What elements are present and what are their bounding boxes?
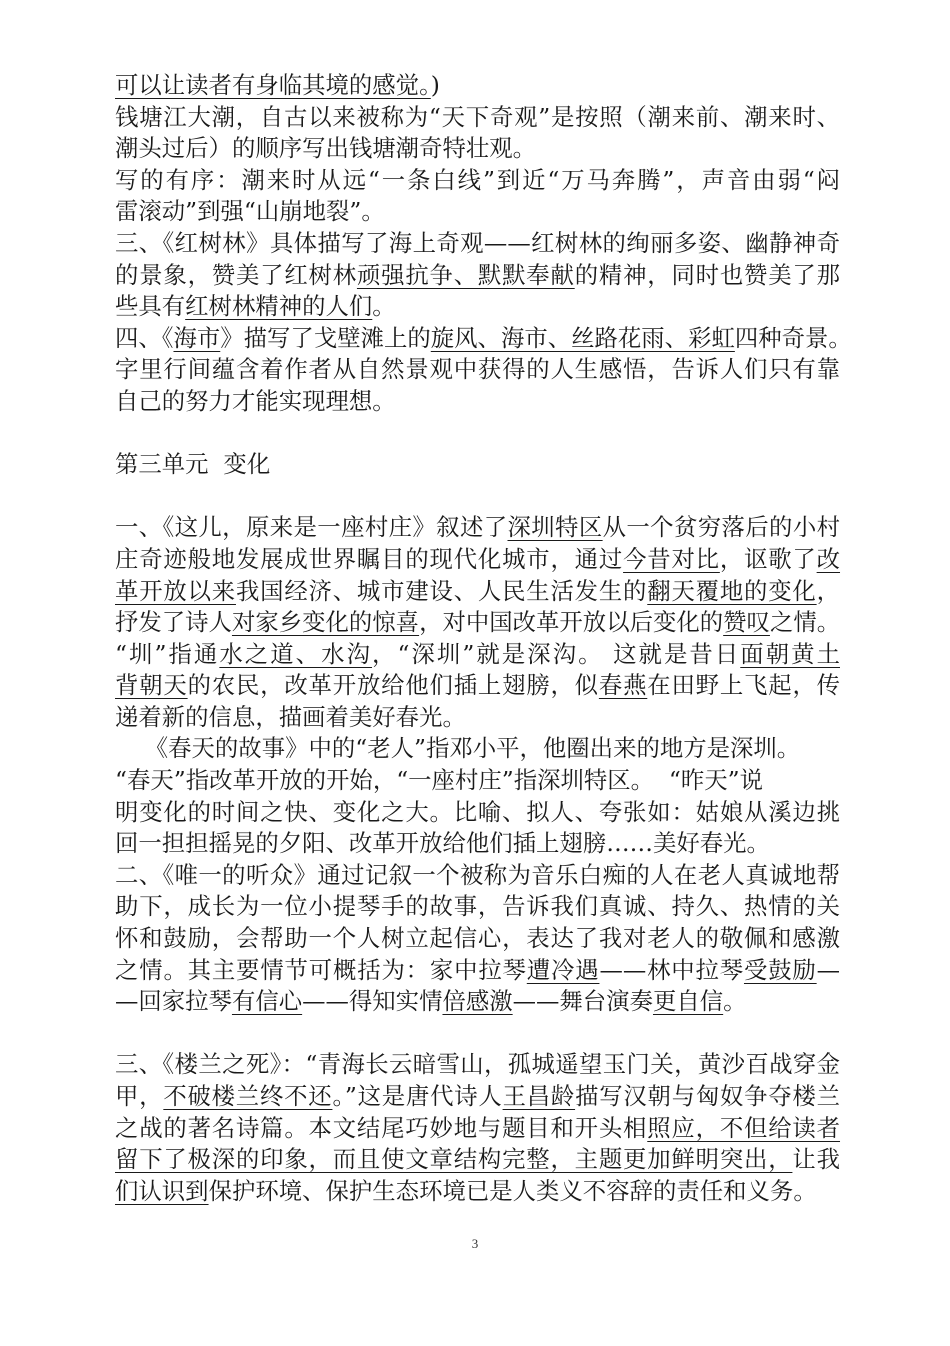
text-fragment: ——舞台演奏 — [512, 987, 653, 1016]
text-line: 钱塘江大潮，自古以来被称为“天下奇观”是按照（潮来前、潮来时、 — [115, 102, 840, 131]
text-line — [115, 1144, 840, 1176]
text-fragment: “圳”指通 — [115, 639, 220, 668]
text-line — [115, 670, 840, 702]
text-line: 回一担担摇晃的夕阳、改革开放给他们插上翅膀……美好春光。 — [115, 829, 770, 858]
underlined-text: 革开放以来 — [115, 576, 236, 605]
underlined-text: 背朝天 — [115, 671, 188, 700]
text-line — [115, 639, 840, 671]
text-fragment: 让我 — [792, 1145, 841, 1174]
text-line — [115, 260, 840, 292]
text-fragment: 从一个贫穷落后的小村 — [602, 513, 840, 542]
underlined-text: 水之道、水沟 — [219, 639, 373, 668]
underlined-text: 有信心 — [231, 987, 303, 1016]
text-line — [115, 291, 840, 323]
text-fragment: ， — [816, 576, 841, 605]
text-fragment: 。 — [372, 292, 396, 321]
text-fragment: 描写汉朝与匈奴争夺楼兰 — [575, 1082, 841, 1110]
underlined-text: 红树林精神的人们 — [185, 292, 373, 321]
text-fragment: 》描写了戈壁滩上的 — [220, 323, 431, 352]
underlined-text: 赞叹 — [723, 608, 770, 637]
text-line — [115, 70, 840, 102]
text-line: 怀和鼓励，会帮助一个人树立起信心，表达了我对老人的敬佩和感激 — [115, 924, 840, 953]
text-line — [115, 607, 840, 639]
underlined-text: 王昌龄 — [502, 1082, 576, 1110]
text-line — [115, 544, 840, 576]
text-line — [115, 955, 840, 987]
text-fragment: 之情。其主要情节可概括为：家中拉琴 — [115, 955, 527, 984]
text-fragment: 抒发了诗人 — [115, 608, 232, 637]
text-fragment: ——林中拉琴 — [599, 955, 744, 984]
blank-line — [115, 481, 840, 513]
text-line: 二、《唯一的听众》通过记叙一个被称为音乐白痴的人在老人真诚地帮 — [115, 860, 840, 889]
text-line — [115, 323, 852, 355]
text-line: 递着新的信息，描画着美好春光。 — [115, 702, 466, 731]
text-fragment: — — [816, 955, 841, 984]
text-fragment: ——得知实情 — [302, 987, 443, 1016]
text-line: 三、《红树林》具体描写了海上奇观——红树林的绚丽多姿、幽静神奇 — [115, 228, 840, 257]
underlined-text: 倍感激 — [442, 987, 513, 1016]
text-line — [115, 576, 840, 608]
section-heading: 第三单元 变化 — [115, 450, 271, 479]
underlined-text: 春燕 — [598, 671, 648, 700]
text-fragment: 。”这是唐代诗人 — [332, 1082, 503, 1110]
text-line: 字里行间蕴含着作者从自然景观中获得的人生感悟，告诉人们只有靠 — [115, 355, 840, 384]
text-fragment: 在田野上飞起，传 — [647, 671, 841, 700]
text-fragment: 四种奇景。 — [734, 323, 852, 352]
text-line: “春天”指改革开放的开始，“一座村庄”指深圳特区。 “昨天”说 — [115, 766, 763, 795]
text-fragment: 甲， — [115, 1082, 164, 1110]
underlined-text: 受鼓励 — [743, 955, 817, 984]
underlined-text: 更自信 — [652, 987, 724, 1016]
underlined-text: 翻天覆地的变化 — [647, 576, 817, 605]
page-number: 3 — [471, 1236, 479, 1251]
text-line — [115, 1081, 840, 1113]
text-line — [115, 512, 840, 544]
text-line: 写的有序：潮来时从远“一条白线”到近“万马奔腾”，声音由弱“闷 — [115, 165, 840, 194]
text-line: 明变化的时间之快、变化之大。比喻、拟人、夸张如：姑娘从溪边挑 — [115, 797, 840, 826]
underlined-text: 对家乡变化的惊喜 — [231, 608, 420, 637]
underlined-text: 可以让读者有身临其境的感觉。 — [115, 71, 431, 99]
underlined-text: 顽强抗争、默默奉献 — [356, 260, 575, 289]
text-line — [115, 986, 840, 1018]
text-fragment: 之战的著名诗篇。本文结尾巧妙地与题目和开头相 — [115, 1113, 648, 1142]
text-fragment: 之情。 — [769, 608, 841, 637]
blank-line — [115, 1018, 840, 1050]
underlined-text: 遭冷遇 — [526, 955, 600, 984]
underlined-text: 旋风、海市、丝路花雨、彩虹 — [430, 323, 735, 352]
text-line — [115, 1113, 840, 1145]
text-fragment: 些具有 — [115, 292, 186, 321]
text-line: 《春天的故事》中的“老人”指邓小平，他圈出来的地方是深圳。 — [115, 734, 801, 763]
text-fragment: 的景象，赞美了红树林 — [115, 260, 357, 289]
text-fragment: 。 — [723, 987, 747, 1016]
underlined-text: 改 — [816, 544, 841, 573]
text-fragment: —回家拉琴 — [115, 987, 232, 1016]
text-line: 自己的努力才能实现理想。 — [115, 386, 396, 415]
underlined-text: 照应，不但给读者 — [647, 1113, 841, 1142]
text-line: 雷滚动”到强“山崩地裂”。 — [115, 197, 385, 226]
underlined-text: 深圳特区 — [507, 513, 603, 542]
underlined-text: 留下了极深的印象，而且使文章结构完整，主题更加鲜明突出， — [115, 1145, 793, 1174]
underlined-text: 海市 — [173, 323, 221, 352]
text-line: 潮头过后）的顺序写出钱塘潮奇特壮观。 — [115, 134, 537, 163]
underlined-text: 们认识到 — [115, 1176, 209, 1205]
text-fragment: ，讴歌了 — [719, 544, 817, 573]
document-page — [115, 70, 852, 1207]
text-fragment: ，对中国改革开放以后变化的 — [419, 608, 724, 637]
text-line: 助下，成长为一位小提琴手的故事，告诉我们真诚、持久、热情的关 — [115, 892, 840, 921]
underlined-text: 面朝黄土 — [740, 639, 840, 668]
text-fragment: ) — [430, 71, 440, 99]
text-fragment: 的精神，同时也赞美了那 — [574, 260, 841, 289]
text-fragment: 的农民，改革开放给他们插上翅膀，似 — [187, 671, 599, 700]
underlined-text: 今昔对比 — [623, 544, 720, 573]
blank-line — [115, 418, 840, 450]
text-fragment: 我国经济、城市建设、人民生活发生的 — [235, 576, 648, 605]
text-fragment: 庄奇迹般地发展成世界瞩目的现代化城市，通过 — [115, 544, 624, 573]
underlined-text: 不破楼兰终不还 — [163, 1082, 333, 1110]
text-fragment: 保护环境、保护生态环境已是人类义不容辞的责任和义务。 — [208, 1176, 817, 1205]
text-fragment: ，“深圳”就是深沟。 这就是昔日 — [372, 639, 741, 668]
text-fragment: 四、《 — [115, 323, 174, 352]
text-line: 三、《楼兰之死》：“青海长云暗雪山，孤城遥望玉门关，黄沙百战穿金 — [115, 1050, 840, 1079]
text-line — [115, 1176, 840, 1208]
text-fragment: 一、《这儿，原来是一座村庄》叙述了 — [115, 513, 508, 542]
